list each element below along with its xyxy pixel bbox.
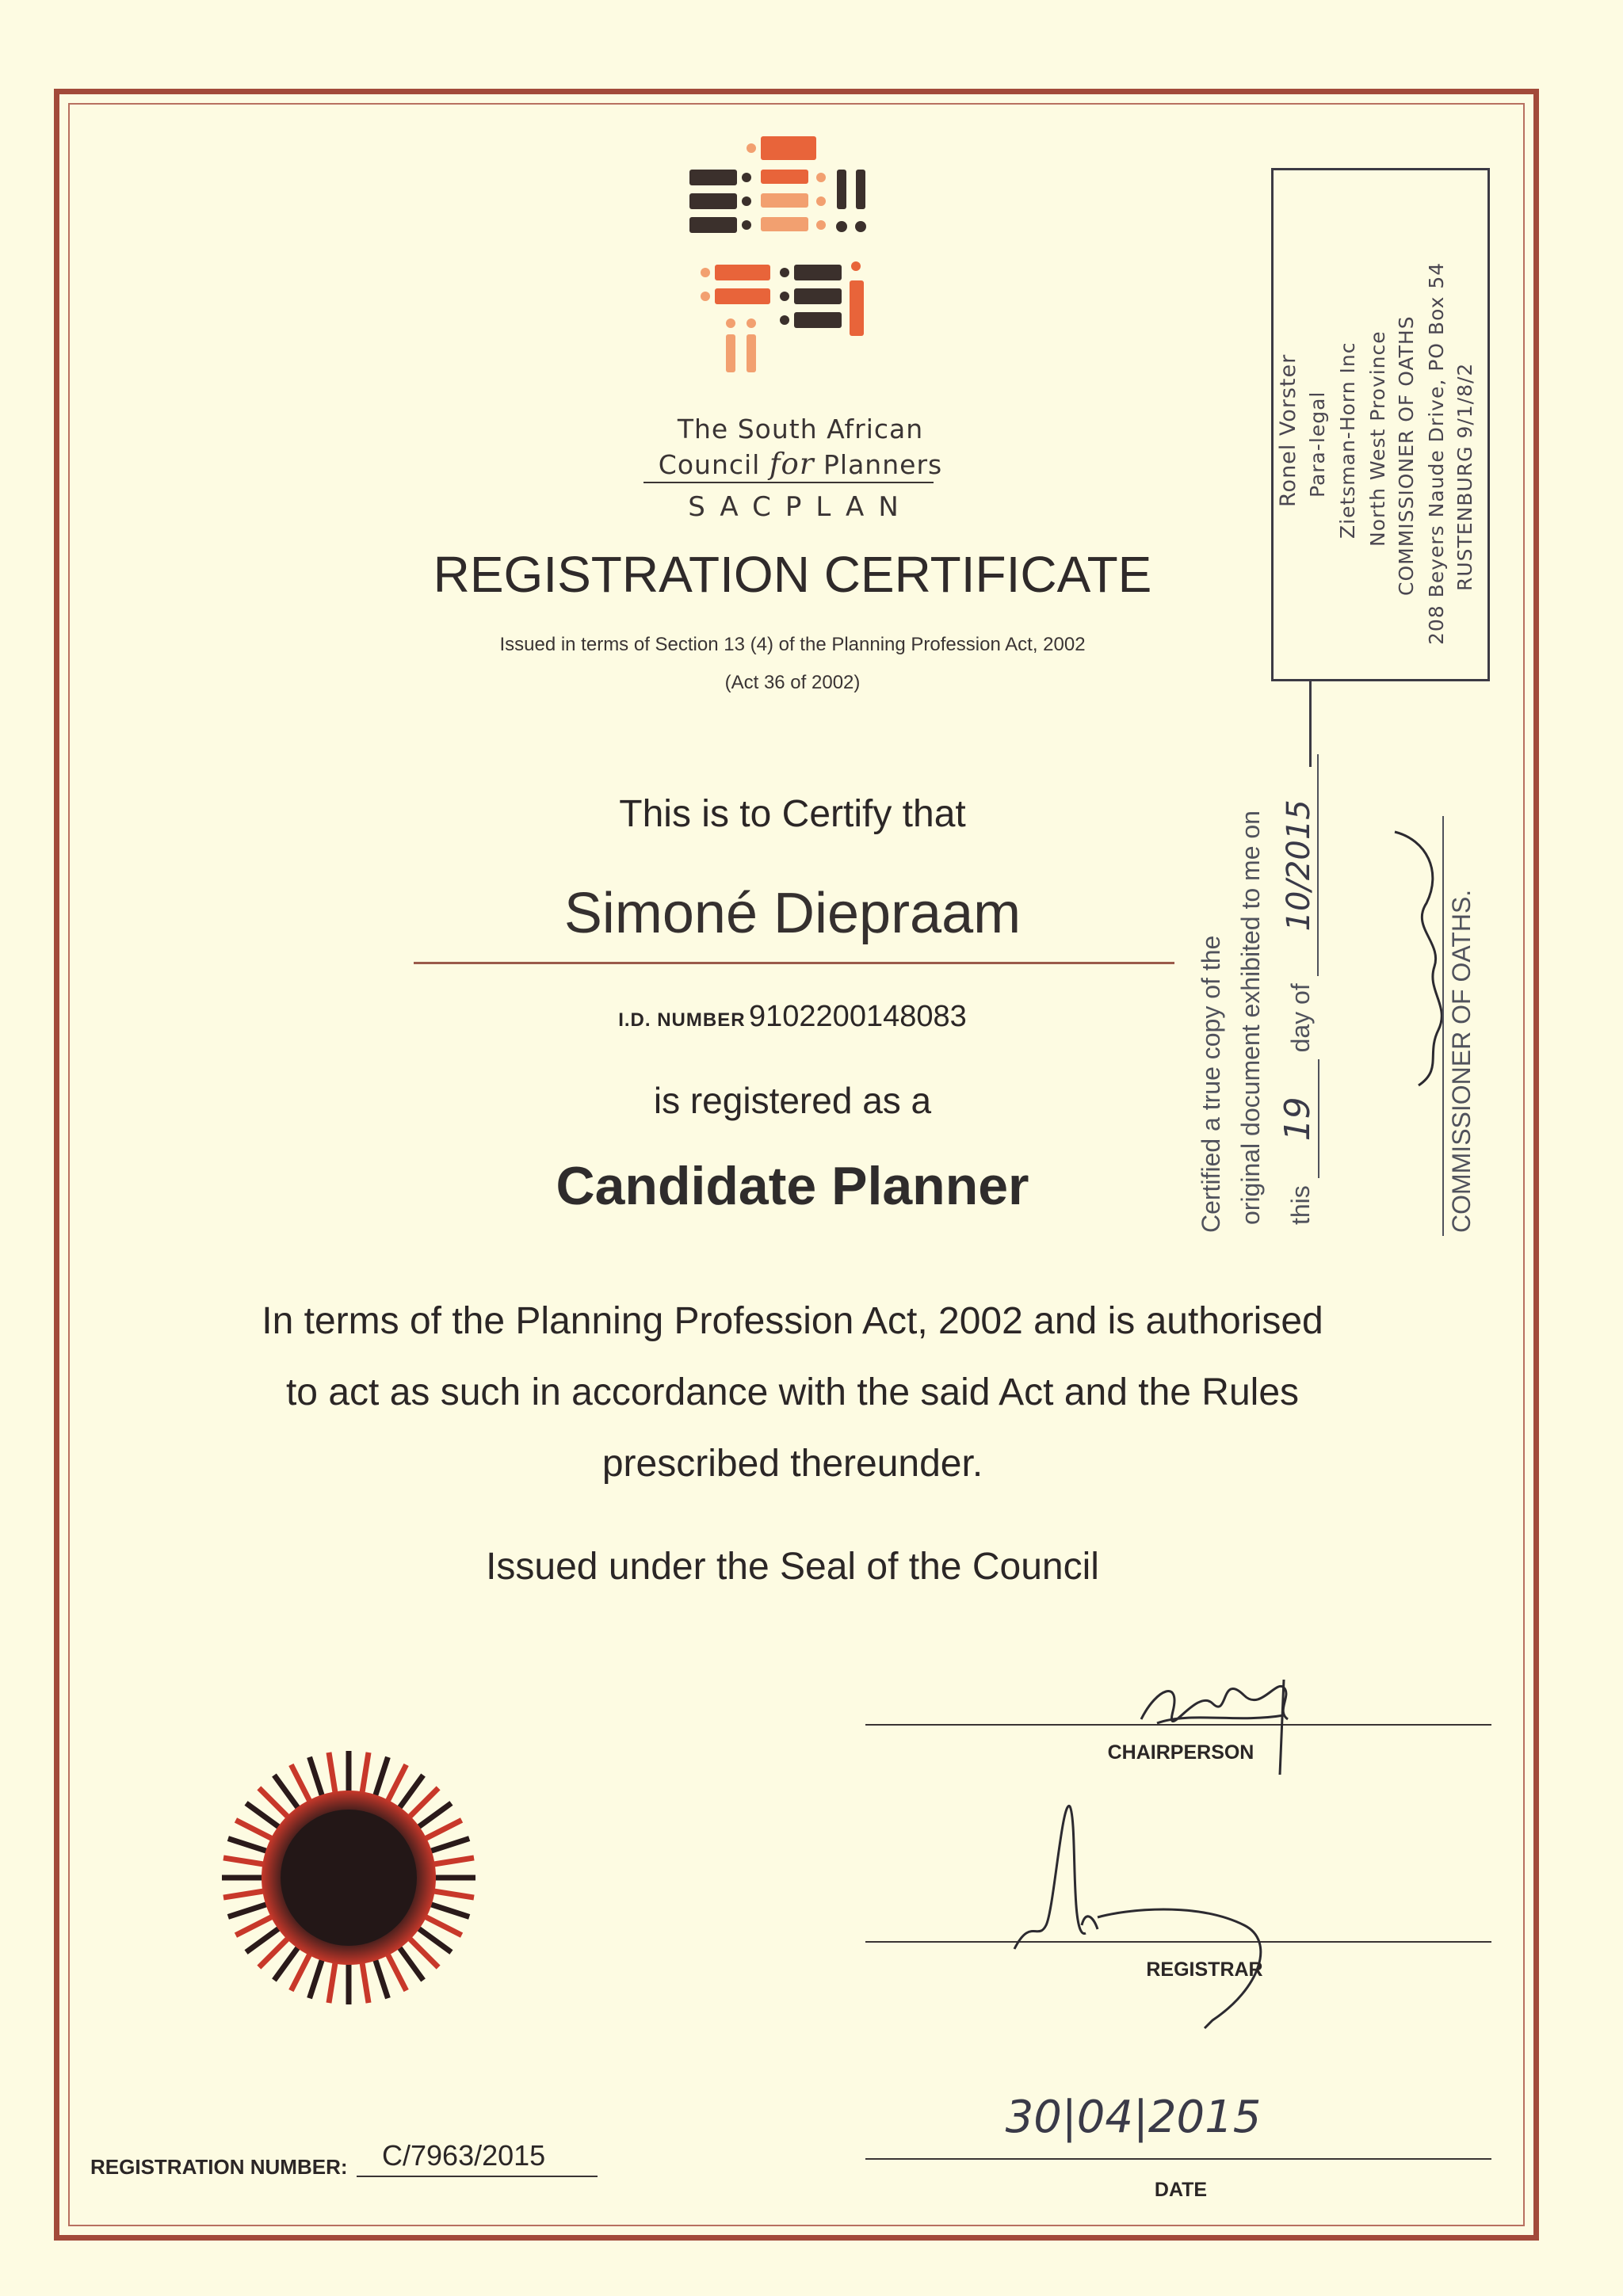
logo-planners-word: Planners bbox=[823, 449, 943, 480]
certified-copy-line-3 bbox=[1277, 754, 1319, 1225]
registrar-signature-icon bbox=[1006, 1791, 1323, 2060]
id-number-label: I.D. NUMBER bbox=[618, 1009, 746, 1031]
name-underline bbox=[414, 962, 1174, 964]
date-label: DATE bbox=[1154, 2179, 1208, 2201]
recipient-name: Simoné Diepraam bbox=[563, 882, 1022, 945]
logo-underline bbox=[643, 482, 934, 483]
certificate-title: REGISTRATION CERTIFICATE bbox=[433, 546, 1152, 603]
id-number-value: 9102200148083 bbox=[749, 1000, 967, 1033]
commissioner-of-oaths-label: COMMISSIONER OF OATHS. bbox=[1447, 889, 1476, 1233]
terms-paragraph-line-2: to act as such in accordance with the said Act and the Rules bbox=[285, 1371, 1300, 1413]
certified-this-word: this bbox=[1286, 1185, 1315, 1225]
date-handwritten: 30|04|2015 bbox=[1005, 2092, 1262, 2143]
logo-council-word: Council bbox=[658, 449, 761, 480]
certify-text: This is to Certify that bbox=[619, 793, 966, 835]
terms-paragraph-line-3: prescribed thereunder. bbox=[601, 1443, 983, 1485]
stamp-line-5: COMMISSIONER OF OATHS bbox=[1395, 315, 1418, 596]
registration-number-value: C/7963/2015 bbox=[382, 2139, 546, 2172]
certified-day-of-word: day of bbox=[1286, 983, 1315, 1053]
certified-month-handwritten: 10/2015 bbox=[1281, 754, 1319, 976]
terms-paragraph-line-1: In terms of the Planning Profession Act, 2002 and is authorised bbox=[262, 1300, 1323, 1342]
logo-line-2 bbox=[634, 447, 967, 481]
stamp-line-3: Zietsman-Horn Inc bbox=[1336, 341, 1359, 539]
stamp-line-2: Para-legal bbox=[1306, 391, 1329, 498]
stamp-line-1: Ronel Vorster bbox=[1276, 353, 1300, 507]
date-line bbox=[865, 2158, 1491, 2160]
logo-for-word: for bbox=[769, 447, 815, 481]
stamp-line-7: RUSTENBURG 9/1/8/2 bbox=[1453, 362, 1476, 591]
certified-copy-line-2: original document exhibited to me on bbox=[1236, 810, 1265, 1225]
sacplan-logo-icon bbox=[682, 133, 911, 402]
designation: Candidate Planner bbox=[556, 1156, 1029, 1216]
certified-day-handwritten: 19 bbox=[1277, 1059, 1319, 1178]
certificate-subtitle-line-2: (Act 36 of 2002) bbox=[724, 672, 861, 693]
stamp-line-6: 208 Beyers Naude Drive, PO Box 54 bbox=[1425, 261, 1448, 645]
registration-number-label: REGISTRATION NUMBER: bbox=[90, 2155, 348, 2179]
registrar-label: REGISTRAR bbox=[1146, 1958, 1263, 1981]
registration-number-underline bbox=[357, 2176, 598, 2177]
chairperson-label: CHAIRPERSON bbox=[1107, 1741, 1254, 1764]
certificate-subtitle-line-1: Issued in terms of Section 13 (4) of the Planning Profession Act, 2002 bbox=[499, 634, 1086, 655]
certified-copy-line-1: Certified a true copy of the bbox=[1197, 935, 1225, 1233]
logo-line-1: The South African bbox=[677, 414, 924, 444]
id-number-row bbox=[412, 1000, 1173, 1034]
registered-as-text: is registered as a bbox=[653, 1080, 932, 1121]
seal-statement: Issued under the Seal of the Council bbox=[486, 1546, 1099, 1588]
commissioner-signature-line bbox=[1442, 816, 1444, 1236]
council-seal-icon bbox=[214, 1743, 483, 2012]
stamp-line-4: North West Province bbox=[1366, 330, 1389, 547]
logo-acronym: SACPLAN bbox=[688, 491, 913, 523]
